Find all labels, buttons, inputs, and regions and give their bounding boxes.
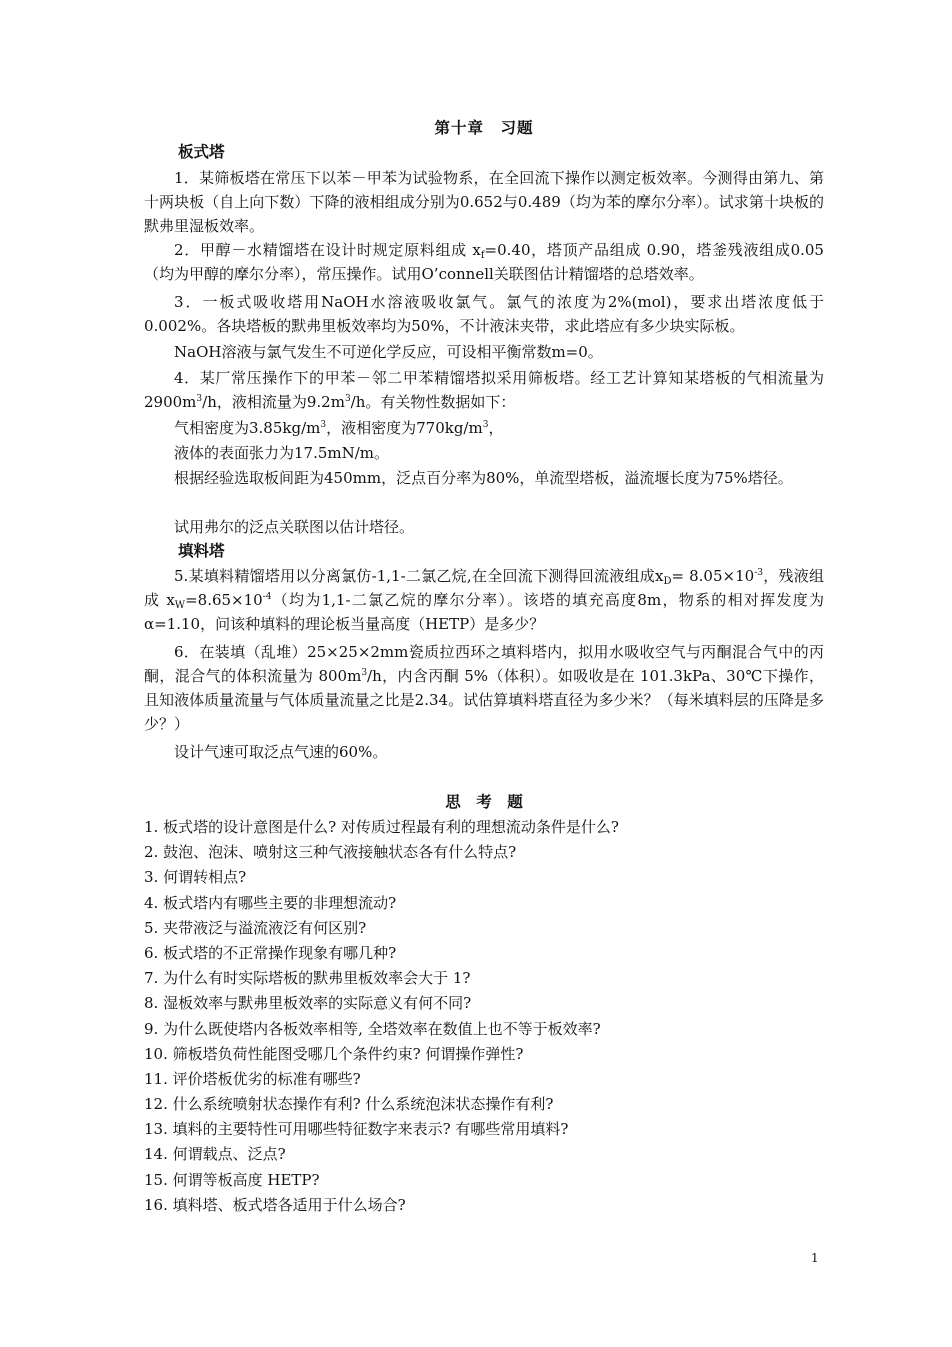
chapter-title: 第十章 习题 [434, 118, 534, 137]
list-item: 8. 湿板效率与默弗里板效率的实际意义有何不同? [144, 994, 472, 1013]
list-item: 10. 筛板塔负荷性能图受哪几个条件约束? 何谓操作弹性? [144, 1044, 524, 1063]
list-item: 14. 何谓载点、泛点? [144, 1145, 286, 1164]
list-item: 5. 夹带液泛与溢流液泛有何区别? [144, 918, 367, 937]
list-item: 6. 板式塔的不正常操作现象有哪几种? [144, 943, 397, 962]
problem-3-note: NaOH溶液与氯气发生不可逆化学反应，可设相平衡常数m=0。 [174, 343, 603, 361]
problem-6-note: 设计气速可取泛点气速的60%。 [174, 743, 388, 761]
problem-4-experience: 根据经验选取板间距为450mm，泛点百分率为80%，单流型塔板，溢流堰长度为75%塔径。 [174, 469, 793, 487]
list-item: 9. 为什么既使塔内各板效率相等, 全塔效率在数值上也不等于板效率? [144, 1019, 601, 1038]
list-item: 7. 为什么有时实际塔板的默弗里板效率会大于 1? [144, 969, 471, 988]
list-item: 4. 板式塔内有哪些主要的非理想流动? [144, 893, 397, 912]
list-item: 2. 鼓泡、泡沫、喷射这三种气液接触状态各有什么特点? [144, 843, 517, 862]
list-item: 16. 填料塔、板式塔各适用于什么场合? [144, 1195, 406, 1214]
problem-4-surface-tension: 液体的表面张力为17.5mN/m。 [174, 444, 390, 462]
problem-3: 3．一板式吸收塔用NaOH水溶液吸收氯气。氯气的浓度为2%(mol)，要求出塔浓度低于0.002%。各块塔板的默弗里板效率均为50%，不计液沫夹带，求此塔应有多少块实际板。 [144, 293, 824, 335]
problem-1: 1．某筛板塔在常压下以苯－甲苯为试验物系，在全回流下操作以测定板效率。今测得由第九、第十两块板（自上向下数）下降的液相组成分别为0.652与0.489（均为苯的摩尔分率）。试求第十块板的默弗里湿板效率。 [144, 169, 824, 235]
list-item: 1. 板式塔的设计意图是什么? 对传质过程最有利的理想流动条件是什么? [144, 818, 619, 836]
problem-6: 6．在装填（乱堆）25×25×2mm瓷质拉西环之填料塔内，拟用水吸收空气与丙酮混合气中的丙酮，混合气的体积流量为 $800m^3/h$，内含丙酮 5%（体积）。如吸收是在 101.3kPa、30℃下操作，且知液体质量流量与气体质量流量之比是2.34。试估算填料塔直径为多少米？（每米填料层的压降是多少？） [144, 643, 825, 733]
problem-5: 5.某填料精馏塔用以分离氯仿-1,1-二氯乙烷,在全回流下测得回流液组成$x_D= 8.05\times 10^{-3}$，残液组成 $x_W=8.65\times 10^{-4}$（均为1,1-二氯乙烷的摩尔分率）。该塔的填充高度8m，物系的相对挥发度为α=1.10，问该种填料的理论板当量高度（HETP）是多少？ [144, 567, 824, 633]
list-item: 15. 何谓等板高度 HETP? [144, 1170, 320, 1189]
list-item: 12. 什么系统喷射状态操作有利? 什么系统泡沫状态操作有利? [144, 1095, 554, 1114]
thinking-questions-title: 思 考 题 [445, 792, 523, 811]
list-item: 3. 何谓转相点? [144, 868, 247, 887]
thinking-question-list [144, 815, 824, 1218]
page-number: 1 [811, 1251, 819, 1265]
list-item: 11. 评价塔板优劣的标准有哪些? [144, 1069, 361, 1088]
problem-4: 4．某厂常压操作下的甲苯－邻二甲苯精馏塔拟采用筛板塔。经工艺计算知某塔板的气相流量为$2900m^3/h$，液相流量为$9.2m^3/h$。有关物性数据如下： [144, 369, 824, 411]
problem-2: 2．甲醇－水精馏塔在设计时规定原料组成 $x_f=0.40$，塔顶产品组成 0.90，塔釜残液组成0.05（均为甲醇的摩尔分率），常压操作。试用O’connell关联图估计精馏塔的总塔效率。 [144, 241, 824, 283]
section-heading-plate-tower: 板式塔 [178, 142, 225, 161]
section-heading-packed-tower: 填料塔 [178, 541, 225, 560]
problem-4-task: 试用弗尔的泛点关联图以估计塔径。 [174, 518, 415, 536]
list-item: 13. 填料的主要特性可用哪些特征数字来表示? 有哪些常用填料? [144, 1120, 569, 1139]
problem-4-densities: 气相密度为$3.85kg/m^3$，液相密度为$770kg/m^3$， [174, 419, 504, 437]
